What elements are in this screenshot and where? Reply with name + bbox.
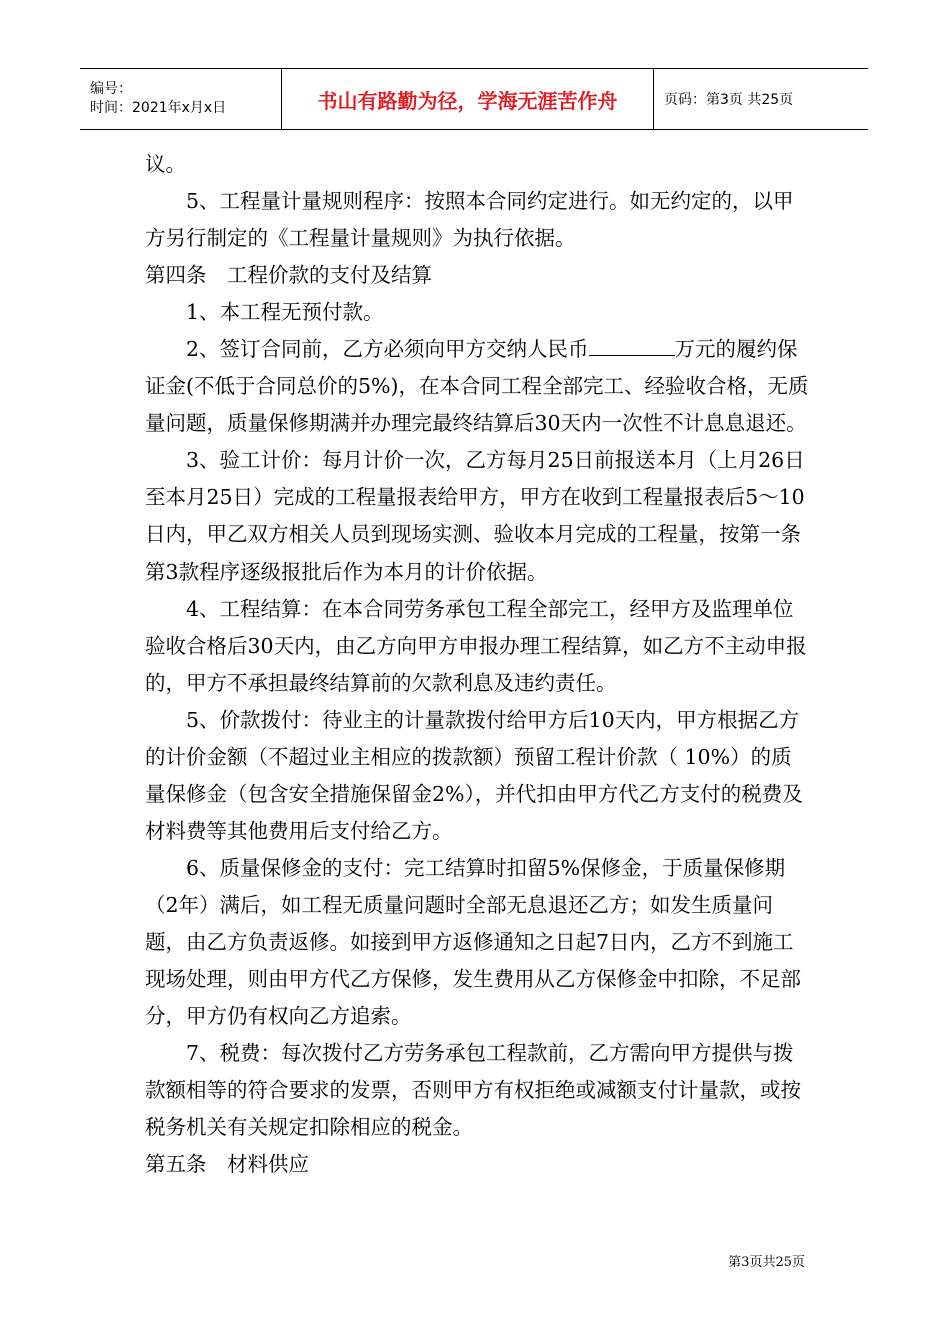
- footer-page-number: 第3页共25页: [728, 1255, 805, 1270]
- doc-number-label: 编号：: [90, 81, 132, 97]
- amount-blank-line: [589, 335, 675, 356]
- paragraph-taxes: 7、税费：每次拨付乙方劳务承包工程款前，乙方需向甲方提供与拨款额相等的符合要求的发票，否则甲方有权拒绝或减额支付计量款，或按税务机关有关规定扣除相应的税金。: [145, 1041, 801, 1140]
- header-page-info: [654, 69, 868, 129]
- header-motto: [281, 69, 654, 129]
- section-heading-article-5: 第五条 材料供应: [145, 1152, 309, 1177]
- paragraph-no-advance: 1、本工程无预付款。: [186, 300, 384, 325]
- page-footer: [728, 1251, 805, 1270]
- paragraph-settlement: 4、工程结算：在本合同劳务承包工程全部完工，经甲方及监理单位验收合格后30天内，由乙方向甲方申报办理工程结算，如乙方不主动申报的，甲方不承担最终结算前的欠款利息及违约责任。: [145, 596, 807, 695]
- paragraph-work-valuation: 3、验工计价：每月计价一次，乙方每月25日前报送本月（上月26日至本月25日）完成的工程量报表给甲方，甲方在收到工程量报表后5～10日内，甲乙双方相关人员到现场实测、验收本月完成的工程量，按第一条第3款程序逐级报批后作为本月的计价依据。: [145, 448, 805, 584]
- header-page-label: 页码：第3页 共25页: [664, 92, 794, 108]
- section-heading-article-4: 第四条 工程价款的支付及结算: [145, 263, 432, 288]
- paragraph-warranty-deposit: 6、质量保修金的支付：完工结算时扣留5%保修金，于质量保修期（2年）满后，如工程无质量问题时全部无息退还乙方；如发生质量问题，由乙方负责返修。如接到甲方返修通知之日起7日内，乙方不到施工现场处理，则由甲方代乙方保修，发生费用从乙方保修金中扣除，不足部分，甲方仍有权向乙方追索。: [145, 855, 801, 1029]
- document-body: [145, 146, 811, 1183]
- bond-text-start: 2、签订合同前，乙方必须向甲方交纳人民币: [186, 337, 589, 362]
- paragraph-performance-bond: [145, 331, 811, 442]
- paragraph-continued: 议。: [145, 152, 186, 176]
- doc-time-label: 时间：2021年x月x日: [90, 100, 227, 116]
- motto-text: 书山有路勤为径，学海无涯苦作舟: [317, 88, 618, 113]
- paragraph-measurement-rules: 5、工程量计量规则程序：按照本合同约定进行。如无约定的，以甲方另行制定的《工程量计量规则》为执行依据。: [145, 189, 794, 251]
- paragraph-payment: 5、价款拨付：待业主的计量款拨付给甲方后10天内，甲方根据乙方的计价金额（不超过业主相应的拨款额）预留工程计价款（ 10%）的质量保修金（包含安全措施保留金2%），并代扣由甲方代乙方支付的税费及材料费等其他费用后支付给乙方。: [145, 707, 803, 843]
- bond-text-end: 万元的履约保证金(不低于合同总价的5%)，在本合同工程全部完工、经验收合格，无质量问题，质量保修期满并办理完最终结算后30天内一次性不计息息退还。: [145, 337, 809, 436]
- page-header: [80, 68, 868, 130]
- header-meta: [80, 69, 281, 129]
